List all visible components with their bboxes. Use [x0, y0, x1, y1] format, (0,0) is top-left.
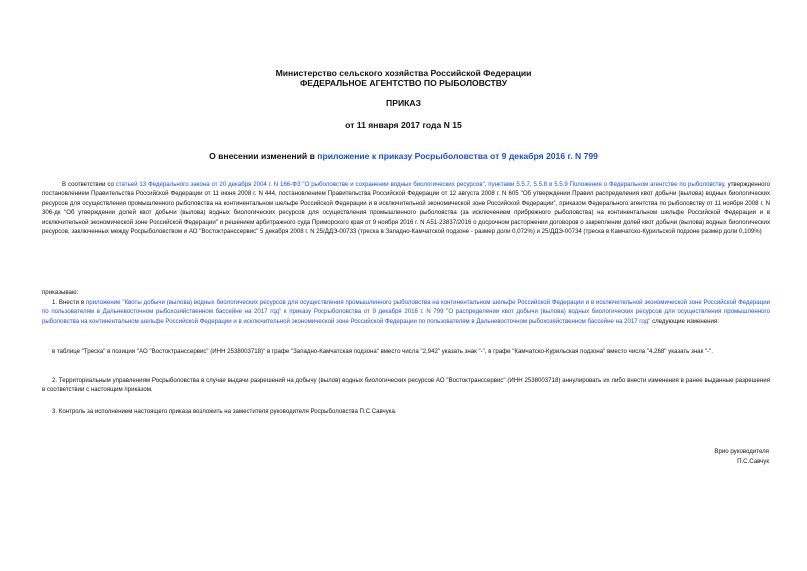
item-3-paragraph	[42, 407, 770, 416]
title-prefix: О внесении изменений в	[209, 151, 318, 161]
preamble-text-1: В соответствии со	[62, 181, 116, 188]
item-1-paragraph	[42, 298, 770, 326]
document-type: ПРИКАЗ	[386, 98, 421, 108]
item-3-text: 3. Контроль за исполнением настоящего приказа возложить на заместителя руководителя Росрыболовства П.С.Савчука.	[52, 408, 397, 415]
item-2-text: 2. Территориальным управлениям Росрыболовства в случае выдачи разрешений на добычу (вылов) водных биологических ресурсов АО "Востоктранссервис" (ИНН 2538003718) аннулировать их либо внести изменения в ранее выданные разрешения в соответствии с настоящим приказом.	[42, 377, 770, 394]
preamble-paragraph	[42, 180, 770, 236]
title-link[interactable]: приложение к приказу Росрыболовства от 9 декабря 2016 г. N 799	[317, 151, 598, 161]
item-2-paragraph	[42, 376, 770, 395]
document-title	[0, 151, 807, 161]
item-1-text-2: следующие изменения:	[650, 317, 719, 325]
item-1-text-1: 1. Внести в	[52, 299, 86, 306]
ministry-name: Министерство сельского хозяйства Российской Федерации	[275, 68, 532, 78]
order-word: приказываю:	[42, 289, 79, 296]
agency-name: ФЕДЕРАЛЬНОЕ АГЕНТСТВО ПО РЫБОЛОВСТВУ	[299, 78, 508, 88]
preamble-text-2: , утвержденного постановлением Правительства Российской Федерации от 11 июня 2008 г. N 444, постановлением Правительства Российской Федерации от 12 августа 2008 г. N 605 "Об утверждении Правил распределения квот добычи (вылова) водных биологических ресурсов для осуществления промышленного рыболовства на континентальном шельфе Российской Федерации и в исключительной экономической зоне Российской Федерации", приказом Федерального агентства по рыболовству от 11 ноября 2008 г. N 306-дк "Об утверждении долей квот добычи (вылова) водных биологических ресурсов для осуществления промышленного рыболовства (за исключением прибрежного рыболовства) на континентальном шельфе Российской Федерации и в исключительной экономической зоне Российской Федерации" и решением арбитражного суда Приморского края от 9 ноября 2016 г. N А51-23837/2016 о досрочном расторжении договоров о закреплении долей квот добычи (вылова) водных биологических ресурсов, заключенных между Росрыболовством и АО "Востоктранссервис" 5 декабря 2008 г. N 25/ДДЭ-00733 (треска в Западно-Камчатской подзоне - размер доли 0,072%) и 25/ДДЭ-00734 (треска в Камчатско-Курильской подзоне размер доли 0,109%)	[42, 181, 770, 236]
signature-role: Врио руководителя	[714, 448, 769, 455]
change-paragraph	[42, 347, 770, 356]
signature-name: П.С.Савчук	[737, 458, 769, 465]
preamble-law-link[interactable]: статьей 13 Федерального закона от 20 декабря 2004 г. N 166-ФЗ "О рыболовстве и сохранении водных биологических ресурсов", пунктами 5.5.7, 5.5.8 и 5.5.9 Положения о Федеральном агентстве по рыболовству	[115, 181, 724, 188]
document-date-number: от 11 января 2017 года N 15	[345, 120, 462, 130]
item-1-appendix-link[interactable]: приложение "Квоты добычи (вылова) водных биологических ресурсов для осуществления промышленного рыболовства на континентальном шельфе Российской Федерации и в исключительной экономической зоне Российской Федерации по пользователям в Дальневосточном рыбохозяйственном бассейне на 2017 год" к приказу Росрыболовства от 9 декабря 2016 г. N 799 "О распределении квот добычи (вылова) водных биологических ресурсов для осуществления промышленного рыболовства на континентальном шельфе Российской Федерации и в исключительной экономической зоне Российской Федерации по пользователям в Дальневосточном рыбохозяйственном бассейне на 2017 год"	[42, 299, 770, 325]
change-text: в таблице "Треска" в позиции "АО "Востоктранссервис" (ИНН 2538003718)" в графе "Западно-Камчатская подзона" вместо числа "2,942" указать знак "-", в графе "Камчатско-Курильская подзона" вместо числа "4,268" указать знак "-".	[52, 348, 713, 355]
